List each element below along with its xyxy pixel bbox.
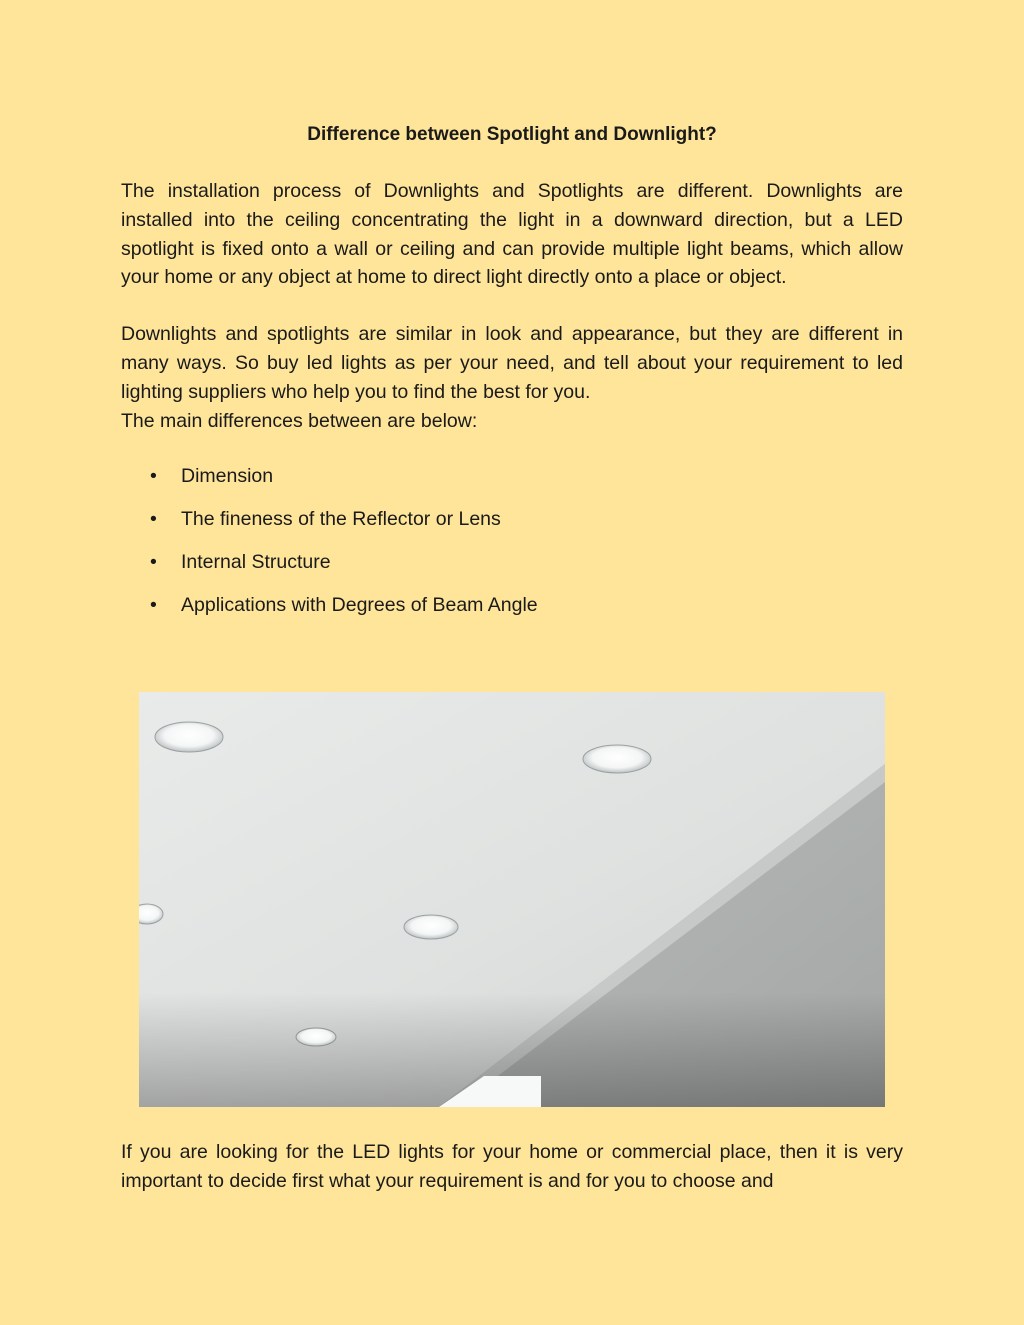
bullet-icon: •	[150, 508, 157, 531]
bullet-icon: •	[150, 465, 157, 488]
paragraph-differences-intro: The main differences between are below:	[121, 409, 478, 432]
downlight-icon	[404, 915, 458, 939]
bullet-icon: •	[150, 594, 157, 617]
list-item	[121, 462, 903, 490]
ceiling-downlights-photo	[139, 692, 885, 1107]
list-item-label: Dimension	[181, 465, 274, 488]
differences-list	[121, 462, 903, 619]
downlight-icon	[583, 745, 651, 773]
ceiling-illustration	[139, 692, 885, 1107]
paragraph-similarities: Downlights and spotlights are similar in look and appearance, but they are different in many ways. So buy led lights as per your need, and tell about your requirement to led lighting suppliers who help you to find the best for you.	[121, 323, 903, 403]
downlight-icon	[296, 1028, 336, 1046]
downlight-icon	[155, 722, 223, 752]
bullet-icon: •	[150, 551, 157, 574]
list-item-label: The fineness of the Reflector or Lens	[181, 508, 501, 531]
list-item	[121, 505, 903, 533]
document-body	[121, 119, 903, 634]
paragraph-installation: The installation process of Downlights and Spotlights are different. Downlights are installed into the ceiling concentrating the light in a downward direction, but a LED spotlight is fixed onto a wall or ceiling and can provide multiple light beams, which allow your home or any object at home to direct light directly onto a place or object.	[121, 180, 903, 289]
list-item	[121, 591, 903, 619]
paragraph-requirements: If you are looking for the LED lights for your home or commercial place, then it is very important to decide first what your requirement is and for you to choose and	[121, 1141, 903, 1192]
list-item	[121, 548, 903, 576]
page-title: Difference between Spotlight and Downlight?	[307, 124, 717, 145]
closing-section	[121, 1138, 903, 1196]
list-item-label: Internal Structure	[181, 551, 331, 574]
list-item-label: Applications with Degrees of Beam Angle	[181, 594, 538, 617]
